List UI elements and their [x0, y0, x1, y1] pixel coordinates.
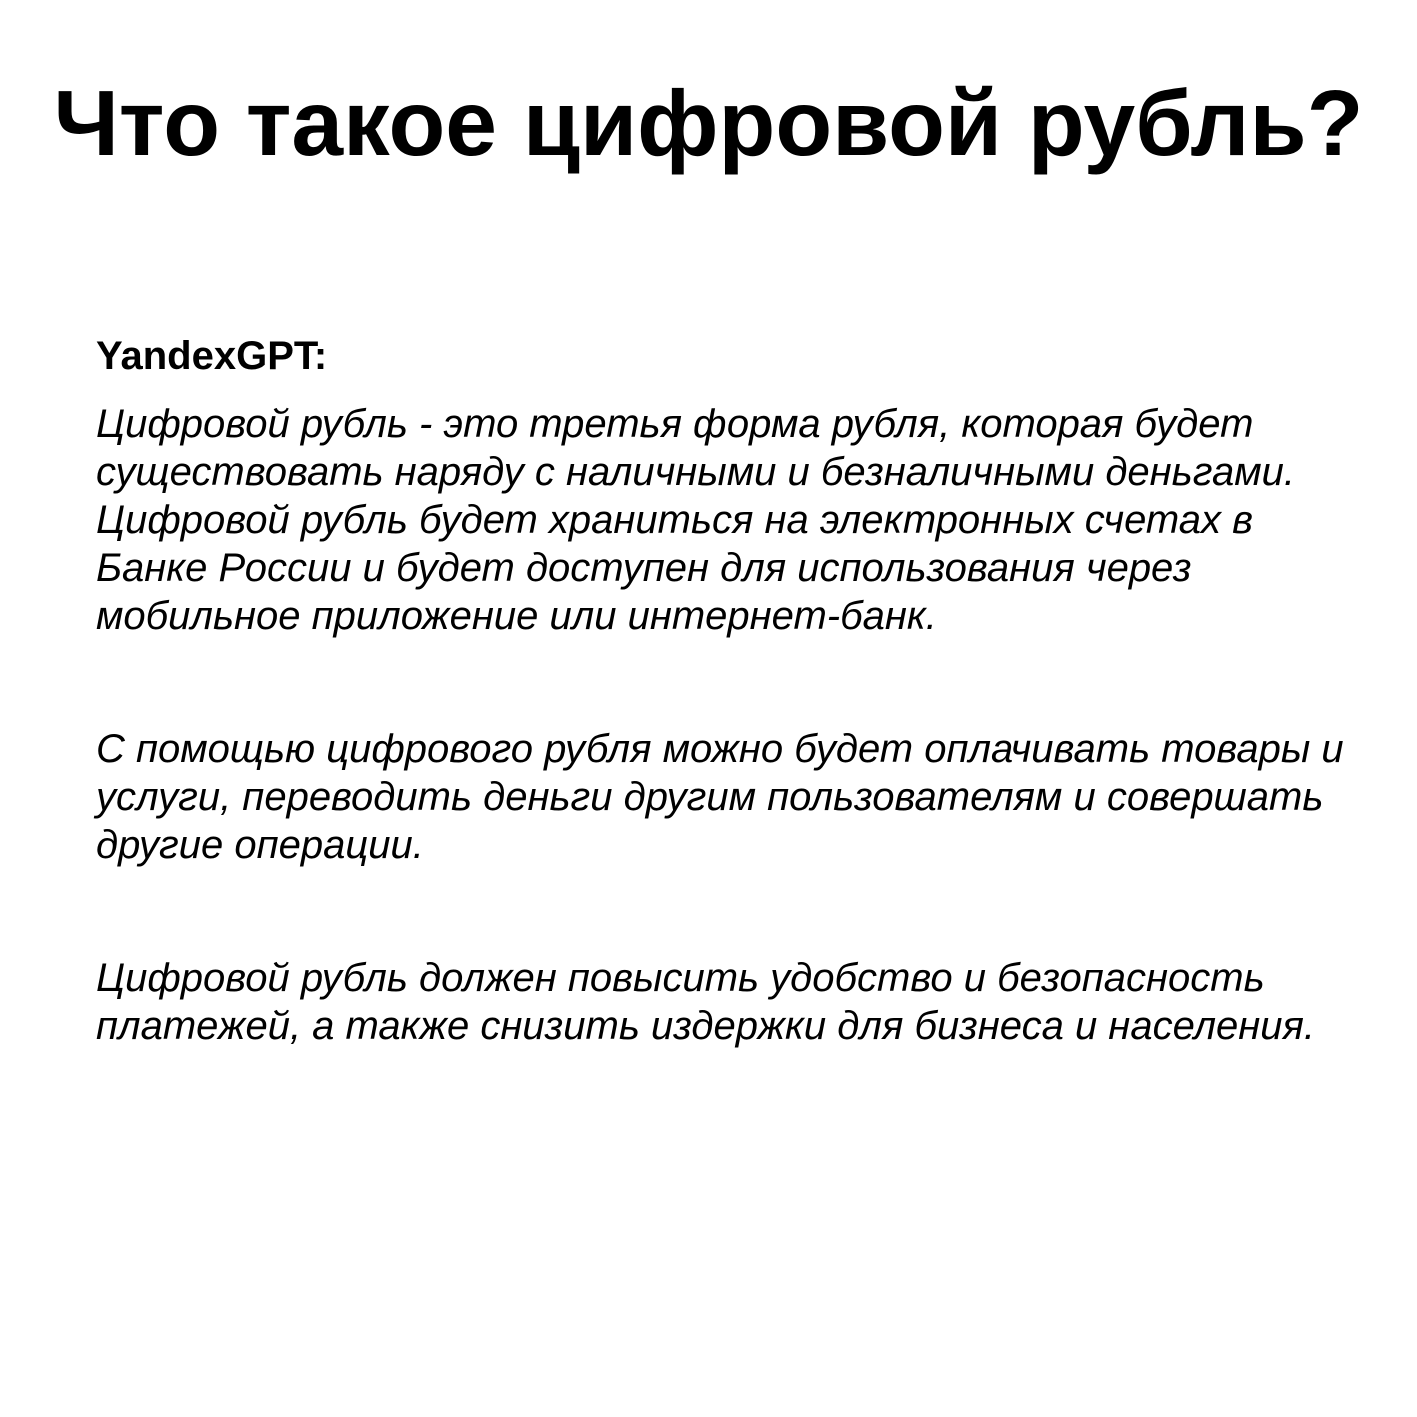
answer-block: [96, 333, 1356, 1050]
answer-paragraph: Цифровой рубль должен повысить удобство и безопасность платежей, а также снизить издержки для бизнеса и населения.: [96, 956, 1316, 1048]
answer-paragraph: Цифровой рубль - это третья форма рубля, которая будет существовать наряду с наличными и безналичными деньгами. Цифровой рубль будет храниться на электронных счетах в Банке России и будет доступен для использования через мобильное приложение или интернет-банк.: [96, 402, 1296, 638]
answer-paragraph: С помощью цифрового рубля можно будет оплачивать товары и услуги, переводить деньги другим пользователям и совершать другие операции.: [96, 727, 1344, 867]
page-title: Что такое цифровой рубль?: [53, 71, 1364, 175]
author-label: YandexGPT:: [96, 334, 328, 378]
